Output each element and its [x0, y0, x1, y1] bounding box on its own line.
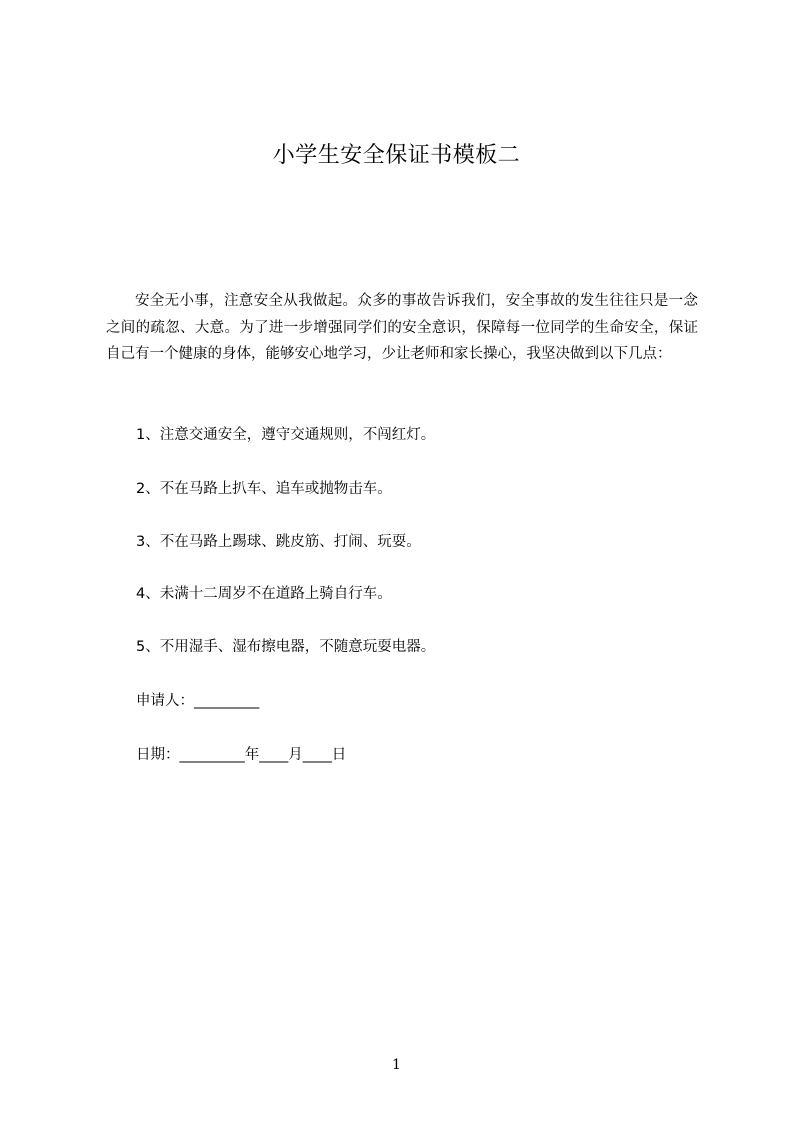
document-title: 小学生安全保证书模板二	[272, 143, 521, 168]
list-item: 2、不在马路上扒车、追车或抛物击车。	[136, 481, 392, 497]
list-item: 5、不用湿手、湿布擦电器，不随意玩耍电器。	[136, 639, 436, 655]
date-line: 日期：_________年____月____日	[136, 747, 347, 763]
page-number: 1	[392, 1057, 401, 1073]
list-item: 4、未满十二周岁不在道路上骑自行车。	[136, 586, 392, 602]
signer-line: 申请人：_________	[136, 693, 260, 709]
list-item: 3、不在马路上踢球、跳皮筋、打闹、玩耍。	[136, 534, 421, 550]
list-item: 1、注意交通安全，遵守交通规则，不闯红灯。	[136, 427, 436, 443]
intro-paragraph: 安全无小事，注意安全从我做起。众多的事故告诉我们，安全事故的发生往往只是一念之间的疏忽、大意。为了进一步增强同学们的安全意识，保障每一位同学的生命安全，保证自己有一个健康的身体，能够安心地学习，少让老师和家长操心，我坚决做到以下几点：	[106, 293, 698, 362]
